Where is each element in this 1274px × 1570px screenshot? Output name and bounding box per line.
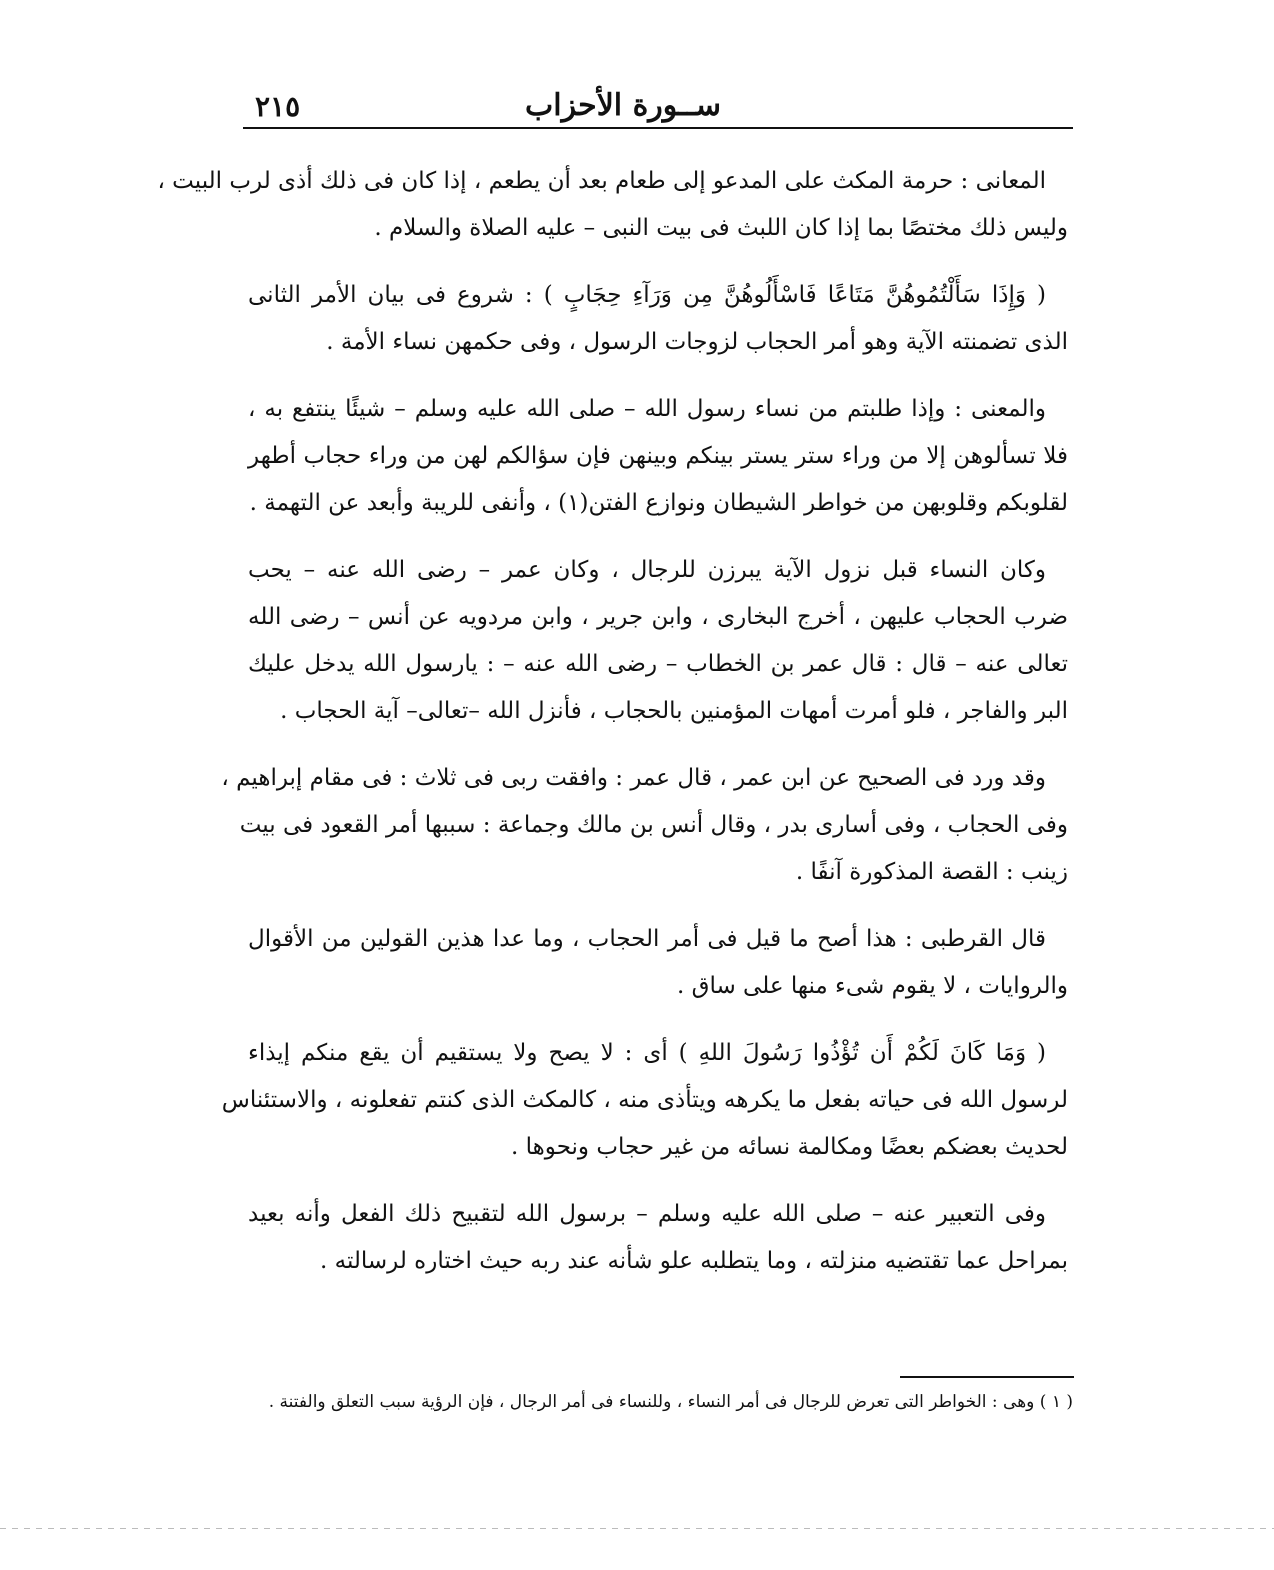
paragraph	[248, 547, 1068, 735]
text-line: الذى تضمنته الآية وهو أمر الحجاب لزوجات الرسول ، وفى حكمهن نساء الأمة .	[326, 329, 1068, 355]
text-line: تعالى عنه – قال : قال عمر بن الخطاب – رضى الله عنه – : يارسول الله يدخل عليك	[248, 651, 1068, 677]
footnote: ( ١ ) وهى : الخواطر التى تعرض للرجال فى أمر النساء ، وللنساء فى أمر الرجال ، فإن الرؤية سبب التعلق والفتنة .	[268, 1392, 1073, 1412]
text-line: وفى الحجاب ، وفى أسارى بدر ، وقال أنس بن مالك وجماعة : سببها أمر القعود فى بيت	[239, 812, 1068, 838]
paragraph	[221, 755, 1068, 896]
scan-edge-rule	[0, 1528, 1274, 1529]
paragraph	[157, 158, 1068, 252]
header-rule	[243, 127, 1073, 129]
page-number: ٢١٥	[255, 90, 301, 123]
text-line: البر والفاجر ، فلو أمرت أمهات المؤمنين بالحجاب ، فأنزل الله –تعالى– آية الحجاب .	[280, 698, 1068, 724]
text-line: المعانى : حرمة المكث على المدعو إلى طعام بعد أن يطعم ، إذا كان فى ذلك أذى لرب البيت ،	[157, 168, 1046, 194]
text-line: لقلوبكم وقلوبهن من خواطر الشيطان ونوازع الفتن(١) ، وأنفى للريبة وأبعد عن التهمة .	[249, 490, 1068, 516]
text-line: وكان النساء قبل نزول الآية يبرزن للرجال ، وكان عمر – رضى الله عنه – يحب	[248, 557, 1046, 583]
text-line: لرسول الله فى حياته بفعل ما يكرهه ويتأذى منه ، كالمكث الذى كنتم تفعلونه ، والاستئناس	[221, 1087, 1068, 1113]
text-line: فلا تسألوهن إلا من وراء ستر يستر بينكم وبينهن فإن سؤالكم لهن من وراء حجاب أطهر	[248, 443, 1068, 469]
text-line: والروايات ، لا يقوم شىء منها على ساق .	[676, 973, 1068, 999]
text-line: زينب : القصة المذكورة آنفًا .	[795, 859, 1068, 885]
paragraph	[248, 916, 1068, 1010]
paragraph	[248, 1191, 1068, 1285]
text-line: وفى التعبير عنه – صلى الله عليه وسلم – برسول الله لتقبيح ذلك الفعل وأنه بعيد	[248, 1201, 1046, 1227]
text-line: وقد ورد فى الصحيح عن ابن عمر ، قال عمر : وافقت ربى فى ثلاث : فى مقام إبراهيم ،	[221, 765, 1046, 791]
paragraph	[248, 386, 1068, 527]
text-line: لحديث بعضكم بعضًا ومكالمة نسائه من غير حجاب ونحوها .	[511, 1134, 1068, 1160]
text-line: وليس ذلك مختصًا بما إذا كان اللبث فى بيت النبى – عليه الصلاة والسلام .	[374, 215, 1068, 241]
page-header	[245, 88, 1071, 128]
surah-title: ســورة الأحزاب	[525, 88, 721, 123]
text-line: ( وَمَا كَانَ لَكُمْ أَن تُؤْذُوا رَسُولَ اللهِ ) أى : لا يصح ولا يستقيم أن يقع منكم إيذاء	[248, 1040, 1046, 1066]
paragraph	[221, 1030, 1068, 1171]
page-body	[157, 158, 1068, 1305]
text-line: والمعنى : وإذا طلبتم من نساء رسول الله – صلى الله عليه وسلم – شيئًا ينتفع به ،	[248, 396, 1046, 422]
text-line: بمراحل عما تقتضيه منزلته ، وما يتطلبه علو شأنه عند ربه حيث اختاره لرسالته .	[319, 1248, 1068, 1274]
text-line: ضرب الحجاب عليهن ، أخرج البخارى ، وابن جرير ، وابن مردويه عن أنس – رضى الله	[248, 604, 1068, 630]
text-line: قال القرطبى : هذا أصح ما قيل فى أمر الحجاب ، وما عدا هذين القولين من الأقوال	[248, 926, 1046, 952]
footnote-rule	[900, 1376, 1074, 1378]
text-line: ( وَإِذَا سَأَلْتُمُوهُنَّ مَتَاعًا فَاسْأَلُوهُنَّ مِن وَرَآءِ حِجَابٍ ) : شروع فى بيان الأمر الثانى	[248, 282, 1046, 308]
paragraph	[248, 272, 1068, 366]
